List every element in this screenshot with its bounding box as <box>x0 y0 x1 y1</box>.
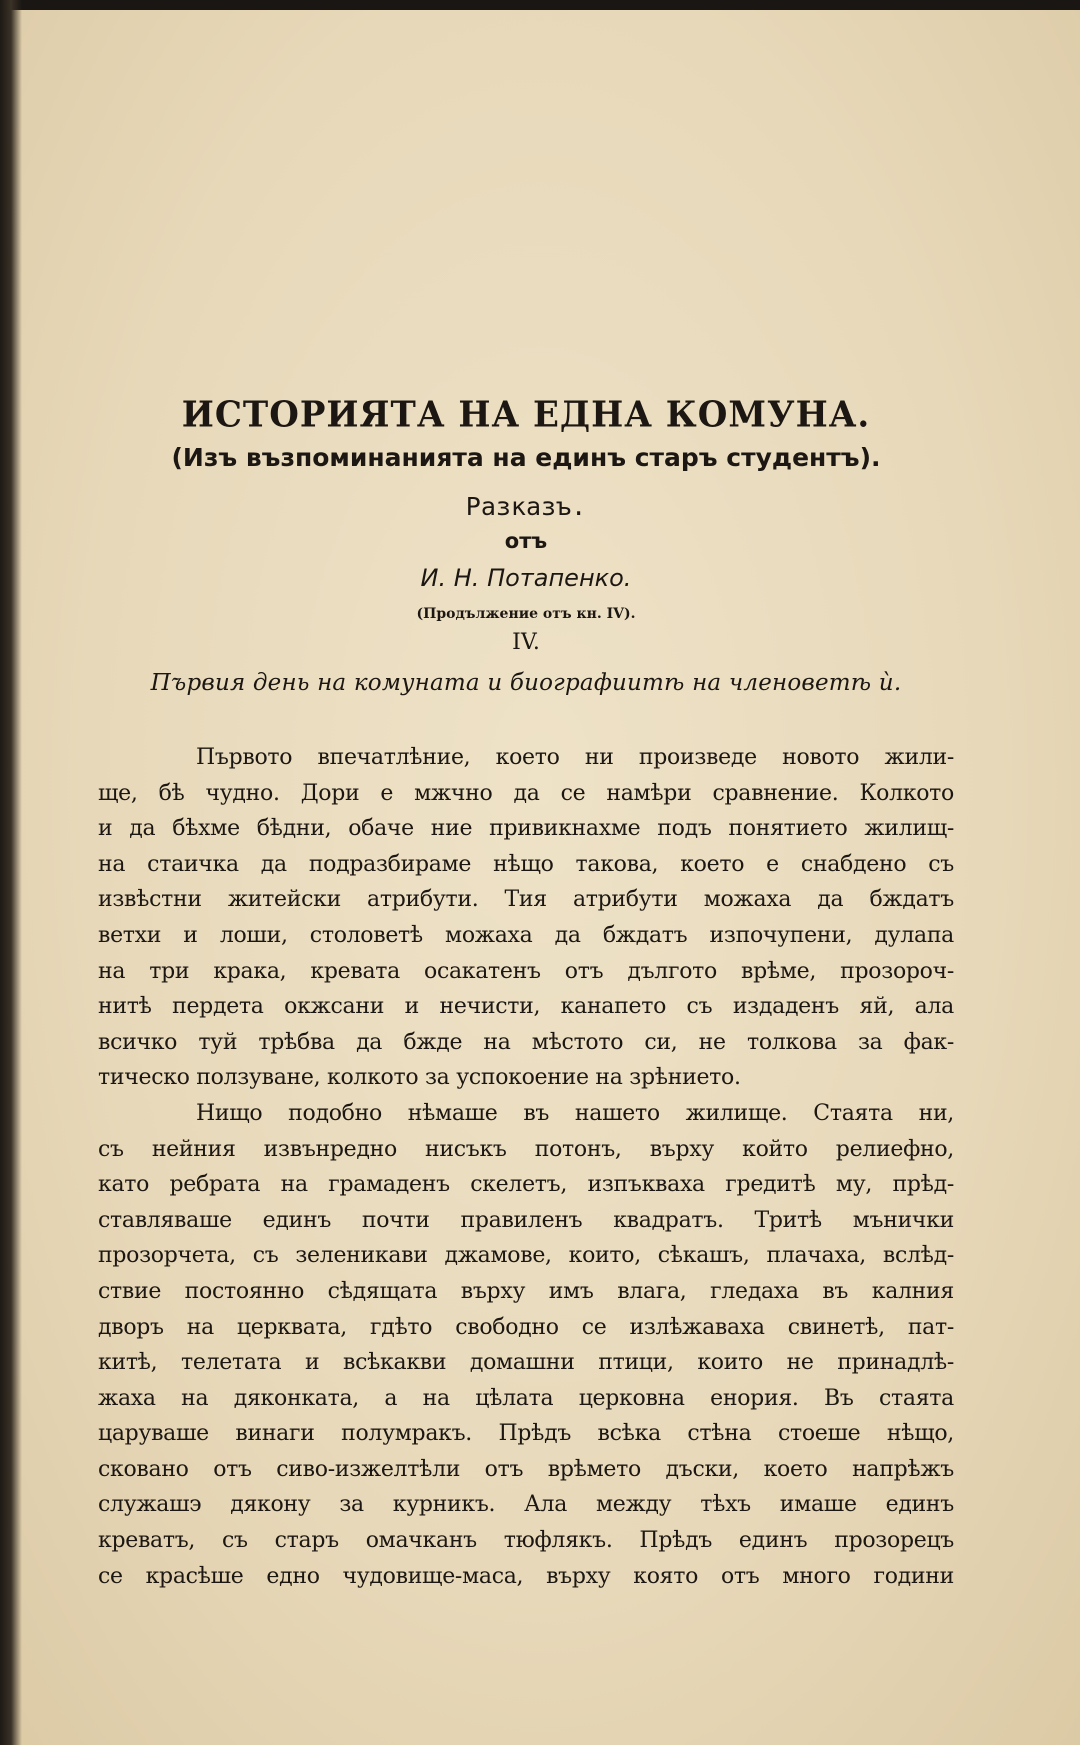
text-line: извѣстни житейски атрибути. Тия атрибути можаха да бждатъ <box>98 887 954 913</box>
scan-top-edge <box>0 0 1080 10</box>
text-line: Нищо подобно нѣмаше въ нашето жилище. Стаята ни, <box>196 1100 954 1126</box>
chapter-title: Първия день на комуната и биографиитѣ на членоветѣ ѝ. <box>150 670 902 696</box>
text-line: креватъ, съ старъ омачканъ тюфлякъ. Прѣдъ единъ прозорецъ <box>98 1528 954 1554</box>
text-line: дворъ на церквата, гдѣто свободно се излѣжаваха свинетѣ, пат- <box>98 1314 954 1340</box>
text-line: китѣ, телетата и всѣкакви домашни птици, които не принадлѣ- <box>98 1350 954 1376</box>
text-line: тическо ползуване, колкото за успокоение на зрѣнието. <box>98 1065 741 1091</box>
text-line: на стаичка да подразбираме нѣщо такова, което е снабдено съ <box>98 851 954 877</box>
text-line: съ нейния извънредно нисъкъ потонъ, върху който релиефно, <box>98 1136 954 1162</box>
article-author: И. Н. Потапенко. <box>420 564 632 592</box>
text-line: царуваше винаги полумракъ. Прѣдъ всѣка стѣна стоеше нѣщо, <box>98 1421 954 1447</box>
text-line: ствие постоянно сѣдящата върху имъ влага, гледаха въ калния <box>98 1278 954 1304</box>
text-line: служашэ дякону за курникъ. Ала между тѣхъ имаше единъ <box>98 1492 954 1518</box>
article-body <box>98 740 954 1594</box>
text-line: като ребрата на грамаденъ скелетъ, изпъкваха гредитѣ му, прѣд- <box>98 1172 954 1198</box>
paragraph-1 <box>98 740 954 1096</box>
chapter-number: IV. <box>512 630 540 655</box>
article-from: отъ <box>504 529 548 553</box>
article-genre: Разказъ. <box>465 492 587 521</box>
text-line: ветхи и лоши, столоветѣ можаха да бждатъ изпочупени, дулапа <box>98 922 954 948</box>
text-line: Първото впечатлѣние, което ни произведе новото жили- <box>196 745 954 770</box>
article <box>98 392 954 1594</box>
text-line: жаха на дяконката, а на цѣлата церковна енория. Въ стаята <box>98 1385 954 1411</box>
text-line: ще, бѣ чудно. Дори е мжчно да се намѣри сравнение. Колкото <box>98 780 954 806</box>
continuation-note: (Продължение отъ кн. IV). <box>416 606 636 622</box>
text-line: нитѣ пердета окжсани и нечисти, канапето съ издаденъ яй, ала <box>98 994 954 1020</box>
text-line: на три крака, кревата осакатенъ отъ дългото врѣме, прозороч- <box>98 958 954 984</box>
text-line: ставляваше единъ почти правиленъ квадратъ. Тритѣ мънички <box>98 1207 954 1233</box>
paragraph-2 <box>98 1096 954 1594</box>
article-subtitle: (Изъ възпоминанията на единъ старъ студентъ). <box>171 443 881 472</box>
book-binding-edge <box>0 0 22 1745</box>
text-line: сковано отъ сиво-изжелтѣли отъ врѣмето дъски, което напрѣжъ <box>98 1456 954 1482</box>
text-line: се красѣше едно чудовище-маса, върху която отъ много години <box>98 1563 954 1589</box>
text-line: всичко туй трѣбва да бжде на мѣстото си, не толкова за фак- <box>98 1029 954 1055</box>
text-line: прозорчета, съ зеленикави джамове, които, сѣкашъ, плачаха, вслѣд- <box>98 1243 954 1269</box>
article-title: ИСТОРИЯТА НА ЕДНА КОМУНА. <box>181 394 871 436</box>
text-line: и да бѣхме бѣдни, обаче ние привикнахме подъ понятието жилищ- <box>98 816 954 842</box>
